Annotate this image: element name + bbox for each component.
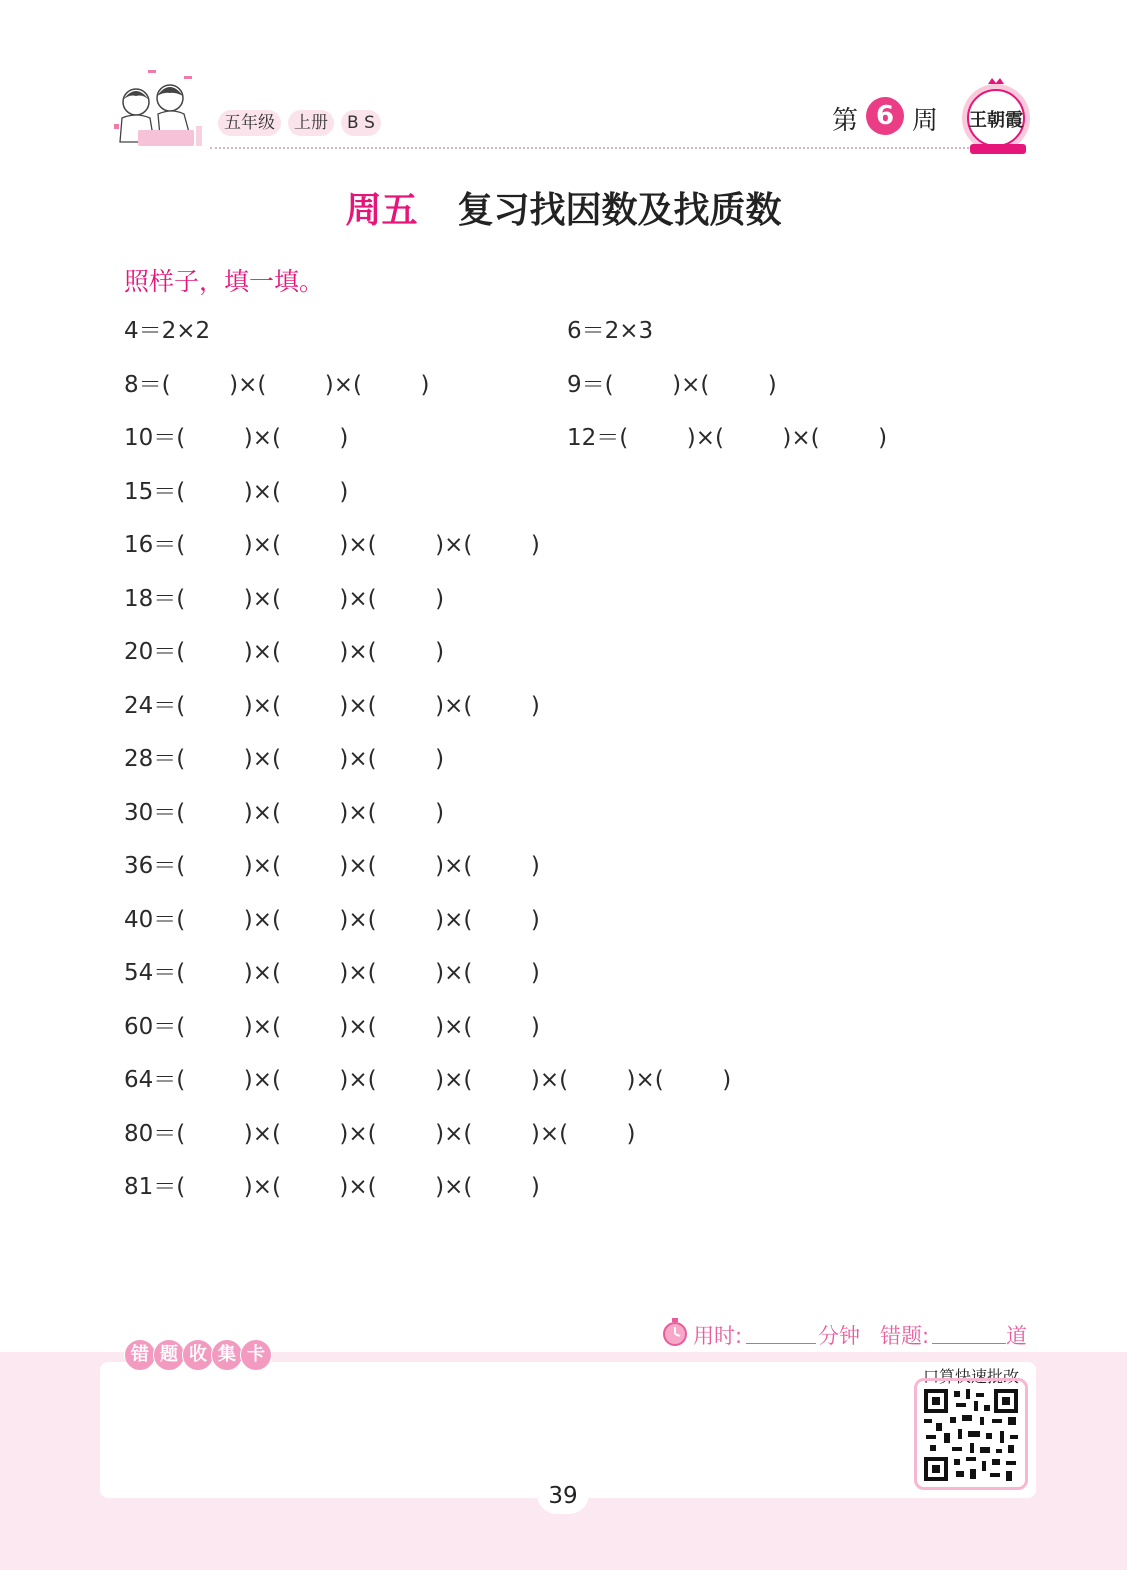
title-day: 周五 bbox=[345, 190, 418, 231]
exercise-row: 36＝( )×( )×( )×( ) bbox=[124, 853, 540, 879]
exercise-row: 18＝( )×( )×( ) bbox=[124, 586, 445, 612]
logo-text: 王朝霞 bbox=[969, 110, 1023, 131]
exercise-row: 64＝( )×( )×( )×( )×( )×( ) bbox=[124, 1067, 732, 1093]
error-card-char: 集 bbox=[211, 1339, 243, 1371]
exercise-row: 9＝( )×( ) bbox=[567, 372, 777, 398]
brand-logo-badge bbox=[958, 76, 1038, 160]
error-card-char: 错 bbox=[124, 1339, 156, 1371]
instruction: 照样子，填一填。 bbox=[124, 267, 325, 296]
exercise-row: 80＝( )×( )×( )×( )×( ) bbox=[124, 1121, 636, 1147]
example-left: 4＝2×2 bbox=[124, 318, 211, 344]
exercise-row: 24＝( )×( )×( )×( ) bbox=[124, 693, 540, 719]
page-number: 39 bbox=[537, 1474, 589, 1514]
error-card-char: 题 bbox=[153, 1339, 185, 1371]
time-unit: 分钟 bbox=[818, 1324, 860, 1348]
exercise-row: 81＝( )×( )×( )×( ) bbox=[124, 1174, 540, 1200]
time-label: 用时: bbox=[693, 1324, 743, 1348]
exercise-row: 12＝( )×( )×( ) bbox=[567, 425, 888, 451]
time-blank[interactable] bbox=[746, 1320, 816, 1344]
qr-code-icon[interactable] bbox=[922, 1387, 1020, 1483]
error-card-char: 卡 bbox=[240, 1339, 272, 1371]
week-prefix: 第 bbox=[832, 106, 859, 136]
errors-label: 错题: bbox=[880, 1324, 930, 1348]
exercise-row: 54＝( )×( )×( )×( ) bbox=[124, 960, 540, 986]
error-card-char: 收 bbox=[182, 1339, 214, 1371]
exercise-row: 20＝( )×( )×( ) bbox=[124, 639, 445, 665]
title-text: 复习找因数及找质数 bbox=[457, 190, 782, 231]
qr-label: 口算快速批改 bbox=[922, 1367, 1019, 1386]
example-right: 6＝2×3 bbox=[567, 318, 654, 344]
week-number-badge: 6 bbox=[866, 97, 904, 135]
page-title bbox=[0, 182, 1127, 233]
week-suffix: 周 bbox=[912, 106, 939, 136]
volume-tag: 上册 bbox=[288, 110, 334, 136]
header-divider bbox=[210, 147, 1009, 149]
grade-tag: 五年级 bbox=[218, 110, 281, 136]
errors-blank[interactable] bbox=[932, 1320, 1006, 1344]
brand-logo bbox=[958, 76, 1038, 160]
edition-tag: B S bbox=[341, 110, 381, 136]
stopwatch-icon bbox=[662, 1318, 688, 1346]
exercise-row: 8＝( )×( )×( ) bbox=[124, 372, 430, 398]
error-card-label bbox=[124, 1339, 269, 1371]
exercise-row: 10＝( )×( ) bbox=[124, 425, 349, 451]
exercise-row: 40＝( )×( )×( )×( ) bbox=[124, 907, 540, 933]
exercise-row: 16＝( )×( )×( )×( ) bbox=[124, 532, 540, 558]
exercise-row: 30＝( )×( )×( ) bbox=[124, 800, 445, 826]
exercise-row: 15＝( )×( ) bbox=[124, 479, 349, 505]
exercise-row: 60＝( )×( )×( )×( ) bbox=[124, 1014, 540, 1040]
exercise-row: 28＝( )×( )×( ) bbox=[124, 746, 445, 772]
cartoon-kids-illustration bbox=[108, 68, 208, 158]
errors-unit: 道 bbox=[1006, 1324, 1027, 1348]
